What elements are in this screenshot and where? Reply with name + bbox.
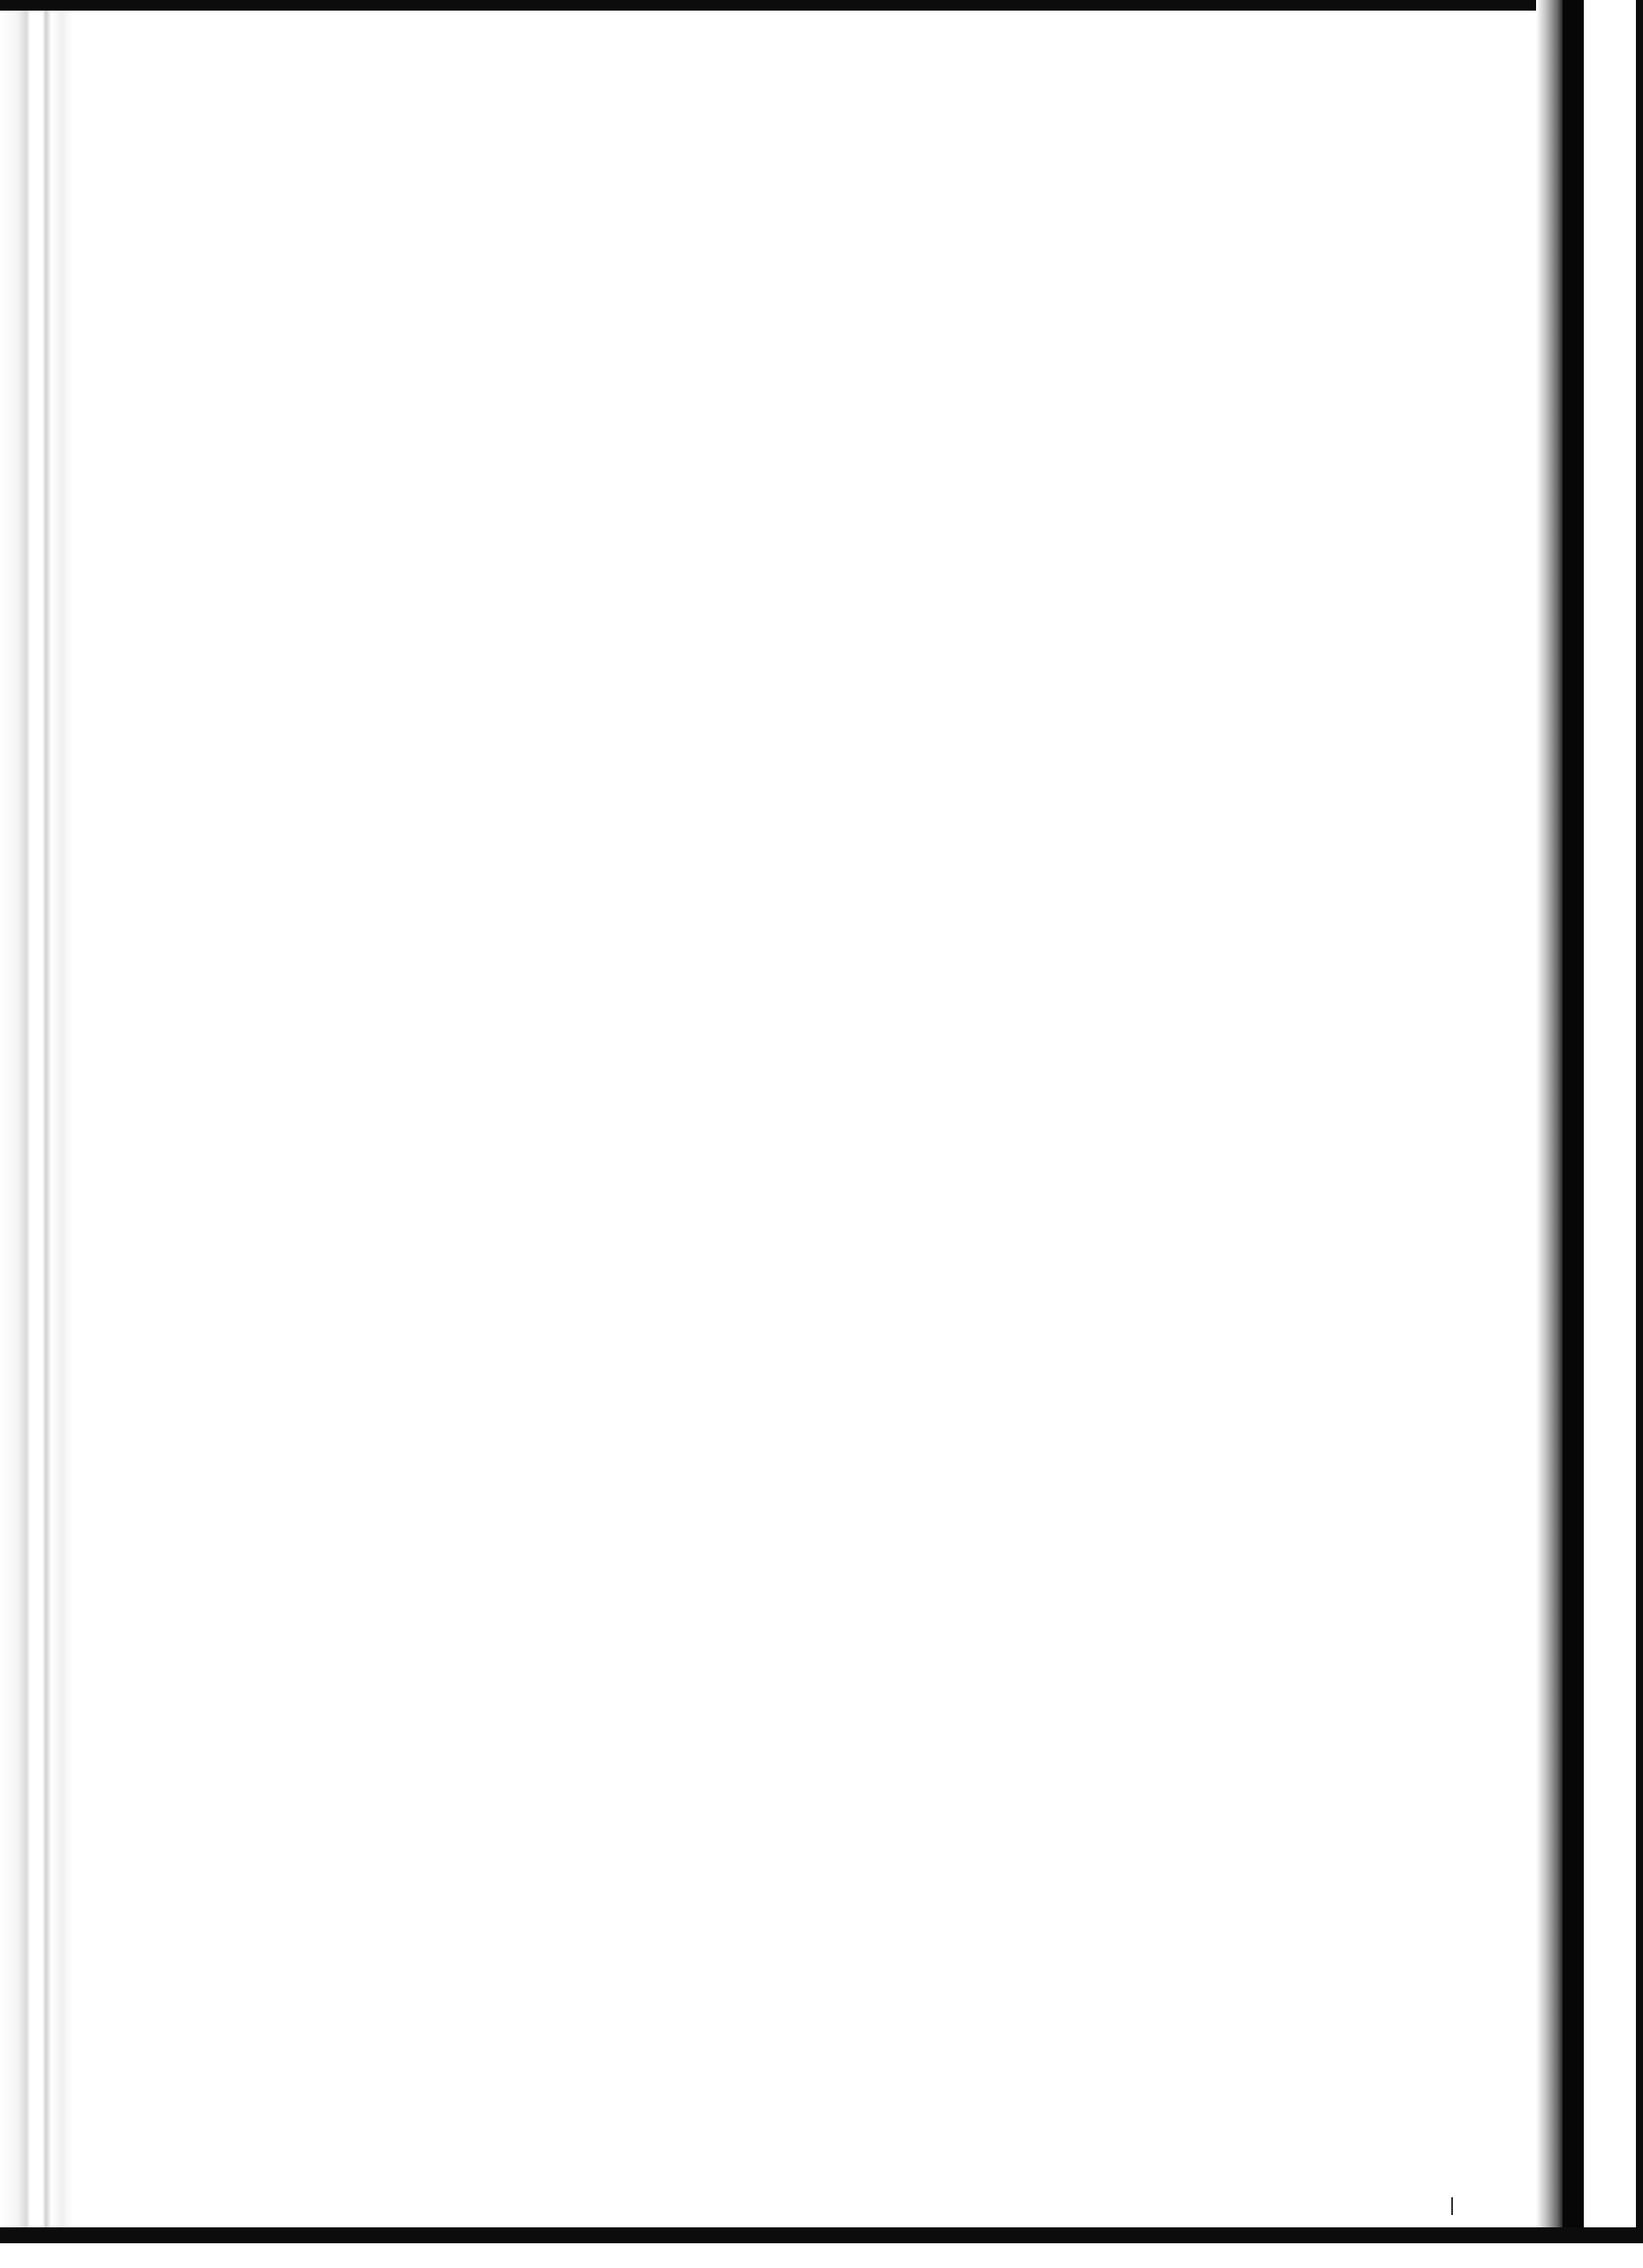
page-gutter [1563, 0, 1584, 2243]
delegate-role [985, 208, 1016, 245]
scan-bottom-edge [0, 2227, 1643, 2243]
scan-top-edge [0, 0, 1643, 11]
scan-right-edge [1636, 0, 1643, 2243]
page-gutter-shadow [1536, 0, 1563, 2243]
scan-mark [1451, 2197, 1453, 2215]
scan-binding-edge [0, 0, 72, 2243]
adjacent-fragment [1585, 25, 1643, 2268]
delegate-role [992, 733, 1023, 770]
